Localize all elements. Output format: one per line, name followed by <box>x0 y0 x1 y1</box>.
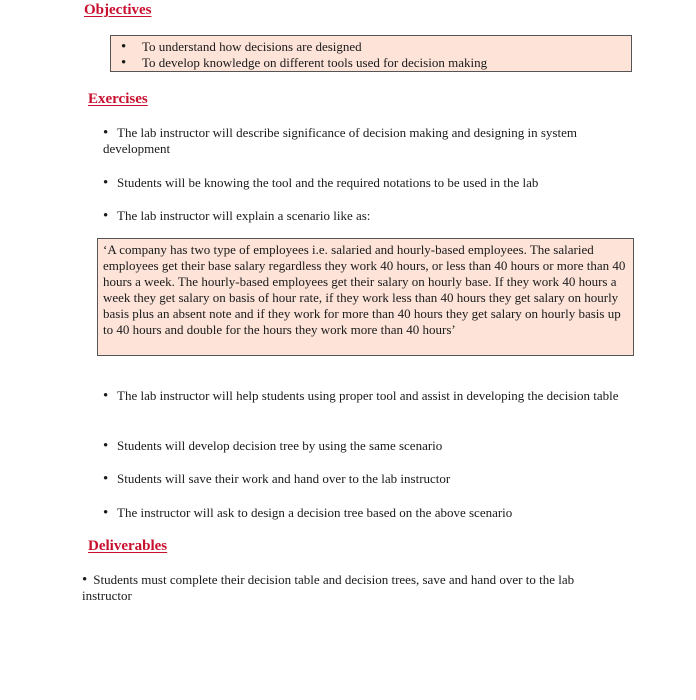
objective-item: • To develop knowledge on different tools used for decision making <box>121 55 631 71</box>
exercise-bullet <box>103 438 633 454</box>
bullet-icon: • <box>103 125 109 141</box>
exercise-bullet-text: Students will be knowing the tool and the required notations to be used in the lab <box>117 175 539 190</box>
exercise-bullet-text: The lab instructor will help students using proper tool and assist in developing the decision table <box>117 388 619 403</box>
exercise-bullet-text: The lab instructor will describe significance of decision making and designing in system development <box>103 125 577 156</box>
objectives-list <box>121 39 631 71</box>
bullet-icon: • <box>103 388 109 404</box>
deliverable-text: Students must complete their decision table and decision trees, save and hand over to the lab instructor <box>82 572 575 603</box>
exercise-bullet <box>103 505 633 521</box>
bullet-icon: • <box>103 505 109 521</box>
exercise-bullet-text: Students will develop decision tree by using the same scenario <box>117 438 443 453</box>
exercise-bullet <box>103 388 633 404</box>
exercise-bullet-text: The instructor will ask to design a decision tree based on the above scenario <box>117 505 513 520</box>
exercise-bullet <box>103 125 633 157</box>
deliverable-paragraph <box>82 572 627 604</box>
bullet-icon: • <box>103 175 109 191</box>
bullet-icon: • <box>103 438 109 454</box>
scenario-text: ‘A company has two type of employees i.e. salaried and hourly-based employees. The salaried employees get their base salary regardless they work 40 hours, or less than 40 hours or more than 40 hours a week. The hourly-based employees get their salary on hourly base. If they work 40 hours a week they get salary on basis of hour rate, if they work less than 40 hours they get salary on hourly basis plus an absent note and if they work for more than 40 hours they get salary on hourly basis up to 40 hours and double for the hours they work more than 40 hours’ <box>103 242 626 337</box>
exercise-bullet-text: Students will save their work and hand over to the lab instructor <box>117 471 451 486</box>
exercise-bullet <box>103 208 633 224</box>
exercise-bullet-text: The lab instructor will explain a scenario like as: <box>117 208 371 223</box>
bullet-icon: • <box>103 208 109 224</box>
exercises-heading: Exercises <box>88 91 148 107</box>
exercise-bullet <box>103 471 633 487</box>
objectives-heading: Objectives <box>84 2 152 18</box>
bullet-icon: • <box>103 471 109 487</box>
exercise-bullet <box>103 175 633 191</box>
scenario-box <box>97 238 634 356</box>
deliverables-heading: Deliverables <box>88 538 168 554</box>
objective-item: • To understand how decisions are designed <box>121 39 631 55</box>
objectives-box <box>110 35 632 72</box>
bullet-icon: • <box>82 572 88 588</box>
